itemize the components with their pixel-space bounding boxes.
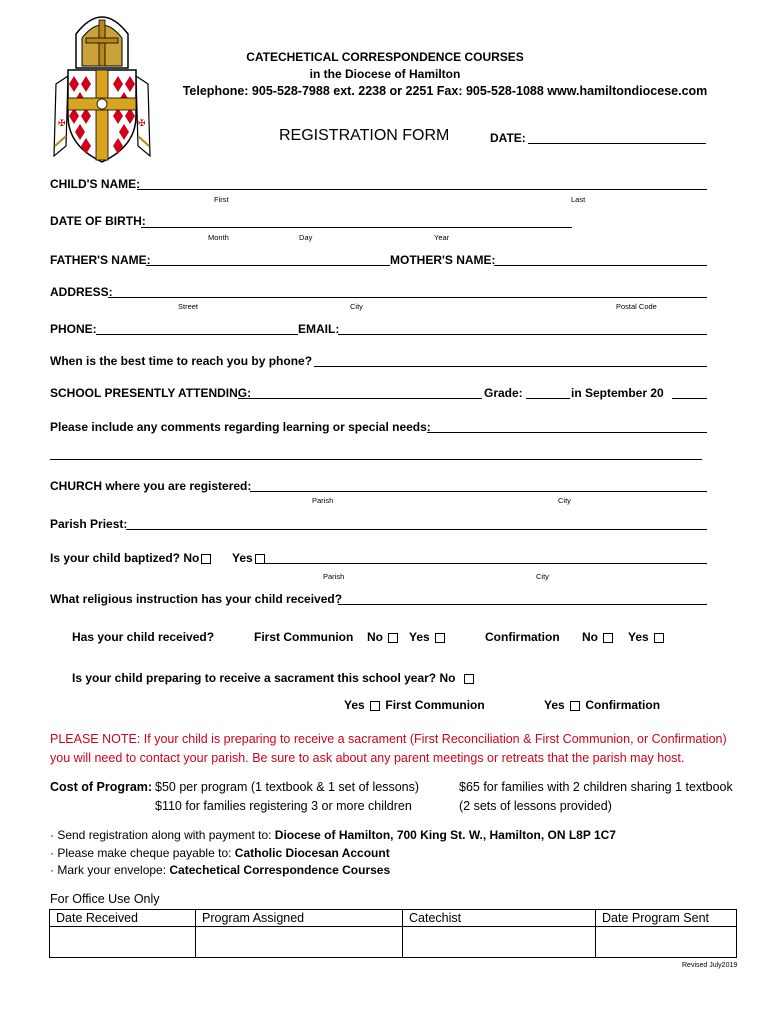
confirmation-label: Confirmation [485,630,560,644]
cost-label: Cost of Program: [50,780,153,794]
email-label: EMAIL: [298,322,340,336]
header-contact: Telephone: 905-528-7988 ext. 2238 or 2251 Fax: 905-528-1088 www.hamiltondiocese.com [182,84,708,98]
office-use-title: For Office Use Only [50,892,160,906]
september-year-field[interactable] [672,398,707,399]
school-field[interactable] [238,398,482,399]
phone-label: PHONE: [50,322,97,336]
baptism-parish-field[interactable] [263,563,707,564]
preparing-question: Is your child preparing to receive a sacrament this school year? No [72,671,456,685]
svg-text:✠: ✠ [138,119,146,129]
instruction-cheque-prefix: · Please make cheque payable to: [50,846,235,860]
cost-item-3: $65 for families with 2 children sharing 1 textbook [459,780,733,794]
fc-no-checkbox[interactable] [388,633,398,643]
date-label: DATE: [490,131,526,145]
dob-month-caption: Month [208,233,229,242]
preparing-yes-fc-checkbox[interactable] [370,701,380,711]
conf-no-label: No [582,630,598,644]
office-cell-date-received[interactable] [50,927,196,958]
baptized-question: Is your child baptized? No [50,551,200,565]
cost-item-2: $110 for families registering 3 or more children [155,799,412,813]
fc-yes-checkbox[interactable] [435,633,445,643]
address-postal-caption: Postal Code [616,302,657,311]
instruction-envelope [50,863,390,877]
september-label: in September 20 [571,386,664,400]
cost-item-1: $50 per program (1 textbook & 1 set of lessons) [155,780,420,794]
office-cell-date-sent[interactable] [596,927,737,958]
church-parish-caption: Parish [312,496,334,505]
conf-yes-label: Yes [628,630,649,644]
fc-yes-label: Yes [409,630,430,644]
revised-date: Revised July2019 [682,962,738,969]
address-label: ADDRESS: [50,285,113,299]
religious-instruction-label: What religious instruction has your child received? [50,592,343,606]
office-cell-catechist[interactable] [403,927,596,958]
office-col-catechist: Catechist [403,910,596,927]
preparing-no-checkbox[interactable] [464,674,474,684]
comments-label: Please include any comments regarding learning or special needs: [50,420,431,434]
baptized-yes [232,551,267,565]
instruction-envelope-text: Catechetical Correspondence Courses [169,863,391,877]
child-first-caption: First [214,195,229,204]
parish-priest-label: Parish Priest: [50,517,128,531]
mother-name-field[interactable] [494,265,707,266]
note-line-1: PLEASE NOTE: If your child is preparing to receive a sacrament (First Reconciliation & First Communion, or Confirmation) [50,732,727,746]
best-time-field[interactable] [314,366,707,367]
phone-field[interactable] [96,334,298,335]
cost-item-4: (2 sets of lessons provided) [459,799,612,813]
child-name-label: CHILD'S NAME: [50,177,141,191]
first-communion-label: First Communion [254,630,354,644]
office-col-date-sent: Date Program Sent [596,910,737,927]
header-line-2: in the Diocese of Hamilton [309,67,461,81]
father-name-field[interactable] [146,265,390,266]
conf-yes [628,630,666,644]
instruction-send-address: Diocese of Hamilton, 700 King St. W., Hamilton, ON L8P 1C7 [274,828,616,842]
comments-field[interactable] [427,432,707,433]
baptized-label [50,551,213,565]
mother-name-label: MOTHER'S NAME: [390,253,496,267]
office-use-table [49,909,737,958]
baptism-city-caption: City [536,572,549,581]
office-table-header-row [50,910,737,927]
instruction-cheque-payee: Catholic Diocesan Account [234,846,390,860]
preparing-yes-conf [544,698,660,712]
svg-text:✠: ✠ [58,119,66,129]
best-time-label: When is the best time to reach you by phone? [50,354,313,368]
address-field[interactable] [108,297,707,298]
instruction-send [50,828,616,842]
address-city-caption: City [350,302,363,311]
dob-field[interactable] [141,227,572,228]
religious-instruction-field[interactable] [338,604,707,605]
church-label: CHURCH where you are registered: [50,479,252,493]
preparing-yes-conf-checkbox[interactable] [570,701,580,711]
fc-no-label: No [367,630,383,644]
instruction-envelope-prefix: · Mark your envelope: [50,863,170,877]
baptism-parish-caption: Parish [323,572,345,581]
dob-year-caption: Year [434,233,450,242]
father-name-label: FATHER'S NAME: [50,253,151,267]
fc-yes [409,630,447,644]
office-col-program-assigned: Program Assigned [196,910,403,927]
preparing-yes-fc-label: Yes [344,698,365,712]
child-last-caption: Last [571,195,586,204]
preparing-label [72,671,476,685]
instruction-cheque [50,846,390,860]
date-field[interactable] [528,143,706,144]
church-field[interactable] [250,491,707,492]
church-city-caption: City [558,496,571,505]
comments-field-line-2[interactable] [50,459,702,460]
email-field[interactable] [338,334,707,335]
office-cell-program-assigned[interactable] [196,927,403,958]
parish-priest-field[interactable] [126,529,707,530]
baptized-no-checkbox[interactable] [201,554,211,564]
baptized-yes-label: Yes [232,551,253,565]
school-label: SCHOOL PRESENTLY ATTENDING: [50,386,252,400]
child-name-field[interactable] [137,189,707,190]
fc-no [367,630,400,644]
conf-no-checkbox[interactable] [603,633,613,643]
form-title: REGISTRATION FORM [279,127,450,144]
instruction-send-prefix: · Send registration along with payment to: [50,828,275,842]
dob-label: DATE OF BIRTH: [50,214,146,228]
office-col-date-received: Date Received [50,910,196,927]
has-received-label: Has your child received? [72,630,215,644]
conf-yes-checkbox[interactable] [654,633,664,643]
grade-label: Grade: [484,386,523,400]
grade-field[interactable] [526,398,570,399]
preparing-yes-fc [344,698,485,712]
office-table-entry-row [50,927,737,958]
note-line-2: you will need to contact your parish. Be sure to ask about any parent meetings or retreats that the parish may host. [50,751,685,765]
dob-day-caption: Day [299,233,313,242]
preparing-fc-text: First Communion [385,698,485,712]
header-line-1: CATECHETICAL CORRESPONDENCE COURSES [246,50,524,64]
preparing-conf-text: Confirmation [585,698,661,712]
preparing-yes-conf-label: Yes [544,698,565,712]
conf-no [582,630,615,644]
address-street-caption: Street [178,302,199,311]
